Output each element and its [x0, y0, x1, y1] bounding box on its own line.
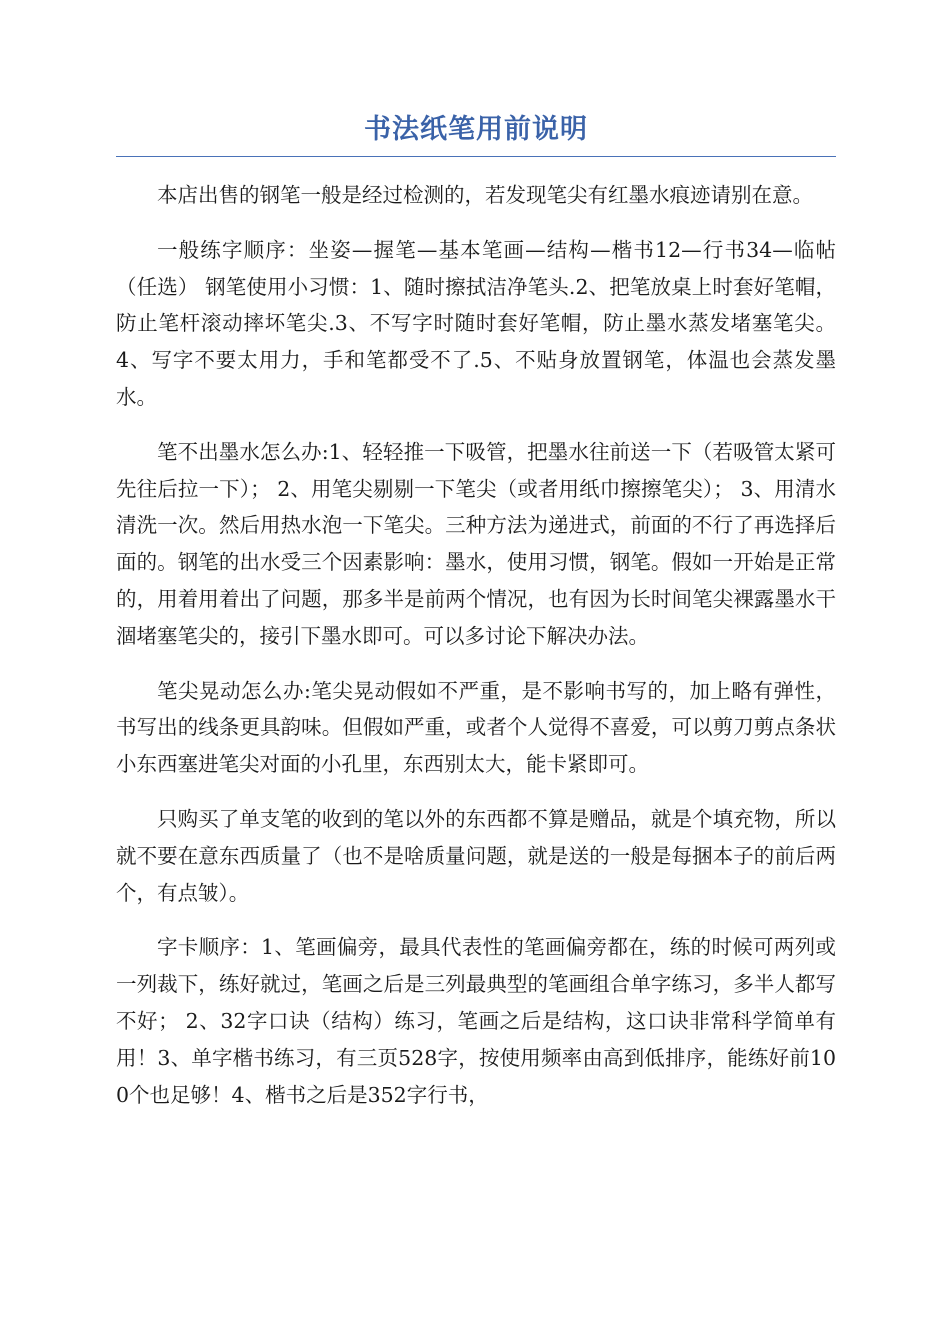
document-body — [116, 177, 836, 1113]
paragraph-nib-wobble: 笔尖晃动怎么办:笔尖晃动假如不严重，是不影响书写的，加上略有弹性，书写出的线条更具韵味。但假如严重，或者个人觉得不喜爱，可以剪刀剪点条状小东西塞进笔尖对面的小孔里，东西别太大，能卡紧即可。 — [116, 678, 836, 777]
document-title: 书法纸笔用前说明 — [116, 108, 836, 157]
paragraph-practice-order: 一般练字顺序：坐姿—握笔—基本笔画—结构—楷书12—行书34—临帖（任选） 钢笔使用小习惯：1、随时擦拭洁净笔头.2、把笔放桌上时套好笔帽，防止笔杆滚动摔坏笔尖.3、不写字时随时套好笔帽，防止墨水蒸发堵塞笔尖。4、写字不要太用力，手和笔都受不了.5、不贴身放置钢笔，体温也会蒸发墨水。 — [116, 237, 836, 409]
paragraph-no-ink: 笔不出墨水怎么办:1、轻轻推一下吸管，把墨水往前送一下（若吸管太紧可先往后拉一下）； 2、用笔尖剔剔一下笔尖（或者用纸巾擦擦笔尖）； 3、用清水清洗一次。然后用热水泡一下笔尖。三种方法为递进式，前面的不行了再选择后面的。钢笔的出水受三个因素影响：墨水，使用习惯，钢笔。假如一开始是正常的，用着用着出了问题，那多半是前两个情况，也有因为长时间笔尖裸露墨水干涸堵塞笔尖的，接引下墨水即可。可以多讨论下解决办法。 — [116, 439, 836, 648]
paragraph-intro: 本店出售的钢笔一般是经过检测的，若发现笔尖有红墨水痕迹请别在意。 — [157, 183, 813, 207]
document-page — [116, 108, 836, 1131]
paragraph-gifts: 只购买了单支笔的收到的笔以外的东西都不算是赠品，就是个填充物，所以就不要在意东西质量了（也不是啥质量问题，就是送的一般是每捆本子的前后两个，有点皱）。 — [116, 806, 836, 905]
paragraph-card-order: 字卡顺序：1、笔画偏旁，最具代表性的笔画偏旁都在，练的时候可两列或一列裁下，练好就过，笔画之后是三列最典型的笔画组合单字练习，多半人都写不好； 2、32字口诀（结构）练习，笔画之后是结构，这口诀非常科学简单有用！3、单字楷书练习，有三页528字，按使用频率由高到低排序，能练好前100个也足够！4、楷书之后是352字行书， — [116, 935, 836, 1107]
